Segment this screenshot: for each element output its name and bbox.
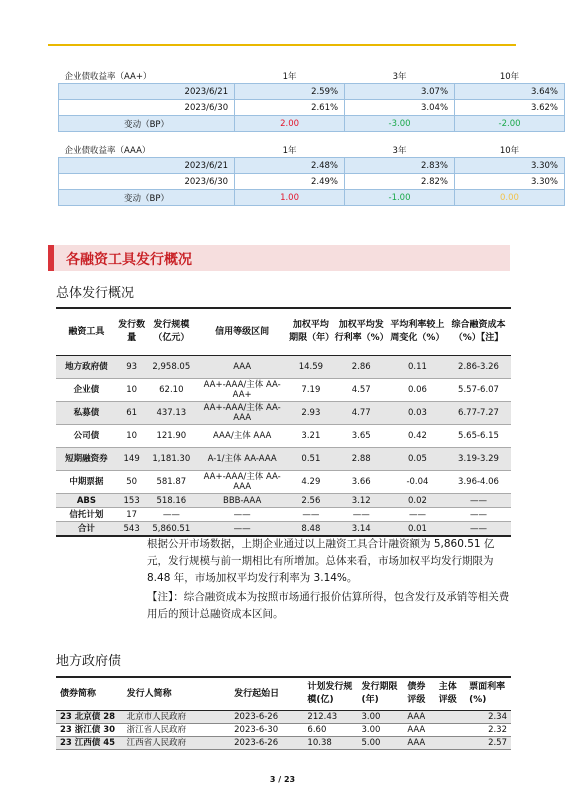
table-cell: AAA xyxy=(403,711,434,724)
issuance-table xyxy=(56,307,511,537)
table-cell: 4.29 xyxy=(288,471,334,494)
table-cell: —— xyxy=(446,494,511,508)
table-row xyxy=(56,711,511,724)
table-cell: 0.11 xyxy=(389,356,446,379)
table-cell: 8.48 xyxy=(288,522,334,537)
table-cell: 6.77-7.27 xyxy=(446,402,511,425)
table-cell: 2023-6-26 xyxy=(230,711,303,724)
table-cell: 2.86 xyxy=(334,356,389,379)
value-cell: 3.30% xyxy=(454,158,564,174)
table-cell: 江西省人民政府 xyxy=(123,737,231,750)
table-cell: 153 xyxy=(117,494,147,508)
yield-table-aaa xyxy=(58,142,565,206)
table-cell: 0.03 xyxy=(389,402,446,425)
tool-name: 公司债 xyxy=(56,425,117,448)
table-cell: 62.10 xyxy=(146,379,196,402)
note-paragraph: 【注】：综合融资成本为按照市场通行报价估算所得，包含发行及承销等相关费用后的预计总融资成本区间。 xyxy=(147,591,510,620)
col-header: 发行数量 xyxy=(117,308,147,356)
table-cell: 0.06 xyxy=(389,379,446,402)
table-cell: 437.13 xyxy=(146,402,196,425)
change-cell: -2.00 xyxy=(455,116,565,132)
table-cell: AA+-AAA/主体 AA-AAA xyxy=(196,402,288,425)
table-cell: 3.00 xyxy=(358,724,404,737)
value-cell: 3.07% xyxy=(345,84,455,100)
table-cell: —— xyxy=(334,508,389,522)
value-cell: 2.82% xyxy=(345,174,455,190)
table-row xyxy=(56,448,511,471)
tool-name: 地方政府债 xyxy=(56,356,117,379)
col-header: 债券评级 xyxy=(403,677,434,711)
table-cell: 7.19 xyxy=(288,379,334,402)
table-row xyxy=(56,508,511,522)
table-cell xyxy=(435,711,465,724)
table-cell: 3.14 xyxy=(334,522,389,537)
table-cell: 2.86-3.26 xyxy=(446,356,511,379)
table-cell: 149 xyxy=(117,448,147,471)
table-cell: 0.01 xyxy=(389,522,446,537)
table-cell: 61 xyxy=(117,402,147,425)
change-cell: 2.00 xyxy=(235,116,345,132)
table-cell: 4.77 xyxy=(334,402,389,425)
col-header: 综合融资成本（%）【注】 xyxy=(446,308,511,356)
col-header: 发行期限(年) xyxy=(358,677,404,711)
col-header: 债券简称 xyxy=(56,677,123,711)
tool-name: 信托计划 xyxy=(56,508,117,522)
col-header: 1年 xyxy=(235,68,345,84)
bond-name: 23 浙江债 30 xyxy=(56,724,123,737)
value-cell: 2.59% xyxy=(235,84,345,100)
table-cell: 6.60 xyxy=(303,724,357,737)
table-cell: 3.66 xyxy=(334,471,389,494)
table-row xyxy=(56,425,511,448)
header-rule xyxy=(48,44,516,46)
table-cell: AAA xyxy=(403,724,434,737)
col-header: 加权平均期限（年） xyxy=(288,308,334,356)
table-cell: 93 xyxy=(117,356,147,379)
table-cell: 50 xyxy=(117,471,147,494)
tool-name: 中期票据 xyxy=(56,471,117,494)
table-cell: 5.57-6.07 xyxy=(446,379,511,402)
table-cell: AA+-AAA/主体 AA-AAA xyxy=(196,471,288,494)
table-cell: 2,958.05 xyxy=(146,356,196,379)
change-label: 变动（BP） xyxy=(59,116,235,132)
table-cell: 10 xyxy=(117,379,147,402)
col-header: 发行规模（亿元） xyxy=(146,308,196,356)
col-header: 3年 xyxy=(345,68,455,84)
table-cell: 0.05 xyxy=(389,448,446,471)
table-cell: -0.04 xyxy=(389,471,446,494)
table-cell: 10.38 xyxy=(303,737,357,750)
table-cell: —— xyxy=(389,508,446,522)
col-header: 1年 xyxy=(235,142,345,158)
table-cell: 2.56 xyxy=(288,494,334,508)
overview-title: 总体发行概况 xyxy=(56,286,135,301)
tool-name: 企业债 xyxy=(56,379,117,402)
table-cell: 17 xyxy=(117,508,147,522)
table-cell: —— xyxy=(196,508,288,522)
value-cell: 3.04% xyxy=(345,100,455,116)
table-cell: 581.87 xyxy=(146,471,196,494)
table-cell: BBB-AAA xyxy=(196,494,288,508)
yield-title: 企业债收益率（AA+） xyxy=(59,68,235,84)
table-row xyxy=(56,402,511,425)
table-cell: —— xyxy=(446,522,511,537)
table-cell: —— xyxy=(288,508,334,522)
value-cell: 2.48% xyxy=(235,158,345,174)
change-cell: -1.00 xyxy=(345,190,455,206)
table-row xyxy=(56,724,511,737)
value-cell: 3.30% xyxy=(454,174,564,190)
value-cell: 2.49% xyxy=(235,174,345,190)
table-cell: 2.32 xyxy=(465,724,511,737)
table-cell: 1,181.30 xyxy=(146,448,196,471)
col-header: 票面利率(%) xyxy=(465,677,511,711)
change-cell: -3.00 xyxy=(345,116,455,132)
page-number: 3 / 23 xyxy=(269,775,296,784)
col-header: 3年 xyxy=(345,142,455,158)
col-header: 发行人简称 xyxy=(123,677,231,711)
table-cell: 2.88 xyxy=(334,448,389,471)
value-cell: 3.64% xyxy=(455,84,565,100)
col-header: 加权平均发行利率（%） xyxy=(334,308,389,356)
col-header: 10年 xyxy=(454,142,564,158)
table-cell: AA+-AAA/主体 AA-AA+ xyxy=(196,379,288,402)
value-cell: 3.62% xyxy=(455,100,565,116)
table-cell: 3.19-3.29 xyxy=(446,448,511,471)
table-cell: 121.90 xyxy=(146,425,196,448)
col-header: 平均利率较上周变化（%） xyxy=(389,308,446,356)
date-cell: 2023/6/21 xyxy=(59,158,235,174)
table-cell: 3.96-4.06 xyxy=(446,471,511,494)
col-header: 计划发行规模(亿) xyxy=(303,677,357,711)
date-cell: 2023/6/30 xyxy=(59,100,235,116)
yield-table-aa-plus xyxy=(58,68,565,132)
value-cell: 2.83% xyxy=(345,158,455,174)
table-cell: A-1/主体 AA-AAA xyxy=(196,448,288,471)
table-cell: 0.42 xyxy=(389,425,446,448)
table-cell: AAA/主体 AAA xyxy=(196,425,288,448)
date-cell: 2023/6/30 xyxy=(59,174,235,190)
table-row xyxy=(56,522,511,537)
table-cell: 2.93 xyxy=(288,402,334,425)
table-row xyxy=(56,471,511,494)
value-cell: 2.61% xyxy=(235,100,345,116)
table-cell: 0.51 xyxy=(288,448,334,471)
table-cell: 14.59 xyxy=(288,356,334,379)
change-label: 变动（BP） xyxy=(59,190,235,206)
date-cell: 2023/6/21 xyxy=(59,84,235,100)
table-cell: —— xyxy=(446,508,511,522)
table-cell: AAA xyxy=(403,737,434,750)
table-cell: 3.12 xyxy=(334,494,389,508)
summary-paragraph: 根据公开市场数据，上期企业通过以上融资工具合计融资额为 5,860.51 亿元，发行规模与前一期相比有所增加。总体来看，市场加权平均发行期限为 8.48 年，市场加权平均发行利率为 3.14%。 xyxy=(147,538,495,584)
bond-name: 23 江西债 45 xyxy=(56,737,123,750)
table-cell: 2023-6-26 xyxy=(230,737,303,750)
local-gov-bond-title: 地方政府债 xyxy=(56,654,122,669)
col-header: 信用等级区间 xyxy=(196,308,288,356)
table-cell xyxy=(435,737,465,750)
tool-name: 短期融资券 xyxy=(56,448,117,471)
tool-name: 私募债 xyxy=(56,402,117,425)
table-cell: 5,860.51 xyxy=(146,522,196,537)
table-cell: —— xyxy=(196,522,288,537)
table-row xyxy=(56,379,511,402)
col-header: 发行起始日 xyxy=(230,677,303,711)
table-row xyxy=(56,494,511,508)
table-cell: 北京市人民政府 xyxy=(123,711,231,724)
table-cell: AAA xyxy=(196,356,288,379)
change-cell: 0.00 xyxy=(454,190,564,206)
table-cell: 4.57 xyxy=(334,379,389,402)
col-header: 融资工具 xyxy=(56,308,117,356)
table-cell: 2.34 xyxy=(465,711,511,724)
table-cell: 2.57 xyxy=(465,737,511,750)
table-cell: 212.43 xyxy=(303,711,357,724)
tool-name: ABS xyxy=(56,494,117,508)
table-cell: 5.65-6.15 xyxy=(446,425,511,448)
table-cell: 3.65 xyxy=(334,425,389,448)
table-row xyxy=(56,737,511,750)
local-bond-table xyxy=(56,676,511,750)
table-cell: 10 xyxy=(117,425,147,448)
table-cell: 3.00 xyxy=(358,711,404,724)
table-cell: 543 xyxy=(117,522,147,537)
bond-name: 23 北京债 28 xyxy=(56,711,123,724)
table-cell xyxy=(435,724,465,737)
table-cell: —— xyxy=(146,508,196,522)
section-title: 各融资工具发行概况 xyxy=(66,252,192,268)
col-header: 10年 xyxy=(455,68,565,84)
table-row xyxy=(56,356,511,379)
table-cell: 518.16 xyxy=(146,494,196,508)
col-header: 主体评级 xyxy=(435,677,465,711)
tool-name: 合计 xyxy=(56,522,117,537)
table-cell: 0.02 xyxy=(389,494,446,508)
change-cell: 1.00 xyxy=(235,190,345,206)
table-cell: 浙江省人民政府 xyxy=(123,724,231,737)
section-title-bar xyxy=(48,245,510,271)
yield-title: 企业债收益率（AAA） xyxy=(59,142,235,158)
table-cell: 3.21 xyxy=(288,425,334,448)
table-cell: 2023-6-30 xyxy=(230,724,303,737)
table-cell: 5.00 xyxy=(358,737,404,750)
